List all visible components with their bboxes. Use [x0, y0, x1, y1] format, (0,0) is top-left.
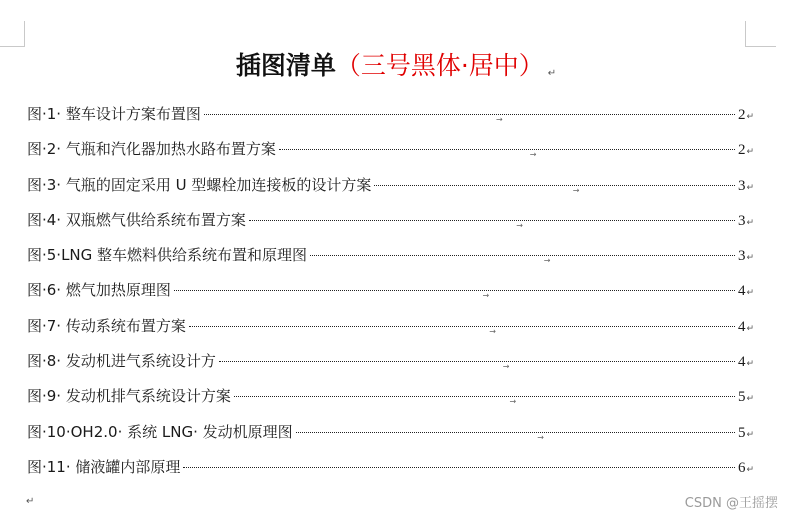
figure-caption: 图·2· 气瓶和汽化器加热水路布置方案 — [27, 140, 276, 159]
figure-caption: 图·9· 发动机排气系统设计方案 — [27, 387, 231, 406]
tab-arrow-icon: → — [572, 185, 580, 195]
page-number: 4 — [737, 283, 746, 300]
figure-list-item[interactable] — [27, 203, 754, 238]
tab-arrow-icon: → — [516, 220, 523, 230]
dot-leader — [310, 255, 735, 266]
paragraph-mark-icon: ↵ — [746, 464, 754, 475]
tab-arrow-icon: → — [495, 115, 503, 124]
paragraph-mark-icon: ↵ — [746, 253, 754, 264]
figure-caption: 图·10·OH2.0· 系统 LNG· 发动机原理图 — [27, 422, 293, 441]
page-number: 5 — [737, 424, 746, 441]
title-main-text: 插图清单 — [235, 51, 336, 80]
tab-arrow-icon: → — [537, 432, 544, 442]
paragraph-mark-icon: ↵ — [746, 359, 754, 370]
tab-arrow-icon: → — [529, 150, 537, 160]
figure-list-item[interactable] — [27, 415, 754, 450]
tab-arrow-icon: → — [509, 397, 517, 407]
figure-list — [27, 97, 754, 485]
figure-caption: 图·3· 气瓶的固定采用 U 型螺栓加连接板的设计方案 — [27, 175, 372, 194]
dot-leader — [249, 220, 735, 230]
page-number: 5 — [737, 389, 746, 406]
figure-list-item[interactable] — [27, 379, 754, 414]
paragraph-mark-icon: ↵ — [26, 496, 35, 507]
page-number: 3 — [737, 212, 746, 229]
paragraph-mark-icon: ↵ — [746, 394, 754, 405]
paragraph-mark-icon: ↵ — [746, 217, 754, 228]
figure-list-item[interactable] — [27, 132, 754, 167]
figure-list-item[interactable] — [27, 344, 754, 379]
paragraph-mark-icon: ↵ — [746, 429, 754, 440]
page-number: 4 — [737, 318, 746, 335]
figure-caption: 图·11· 储液罐内部原理 — [27, 457, 181, 476]
figure-caption: 图·7· 传动系统布置方案 — [27, 316, 186, 335]
figure-caption: 图·4· 双瓶燃气供给系统布置方案 — [27, 210, 246, 229]
paragraph-mark-icon: ↵ — [746, 182, 754, 193]
dot-leader — [189, 326, 735, 336]
paragraph-mark-icon: ↵ — [746, 288, 754, 299]
paragraph-mark-icon: ↵ — [746, 323, 754, 334]
tab-arrow-icon: → — [502, 362, 510, 372]
dot-leader — [234, 396, 735, 407]
page-number: 2 — [737, 142, 746, 159]
source-watermark: CSDN @王摇摆 — [684, 496, 778, 511]
tab-arrow-icon: → — [482, 291, 490, 301]
page-number: 2 — [737, 107, 746, 123]
paragraph-mark-icon: ↵ — [746, 112, 754, 122]
page-number: 3 — [737, 248, 746, 265]
dot-leader — [174, 290, 735, 301]
figure-list-item[interactable] — [27, 450, 754, 485]
tab-arrow-icon: → — [489, 326, 496, 336]
figure-list-item[interactable] — [27, 273, 754, 308]
page-number: 6 — [737, 459, 746, 476]
paragraph-mark-icon: ↵ — [746, 147, 754, 158]
figure-list-item[interactable] — [27, 168, 754, 203]
figure-caption: 图·5·LNG 整车燃料供给系统布置和原理图 — [27, 246, 308, 265]
dot-leader — [374, 185, 735, 195]
page-number: 4 — [737, 354, 746, 371]
figure-list-item[interactable] — [27, 238, 754, 273]
figure-list-item[interactable] — [27, 97, 754, 132]
page-number: 3 — [737, 177, 746, 194]
crop-mark-top-right — [745, 21, 776, 47]
figure-caption: 图·6· 燃气加热原理图 — [27, 281, 171, 300]
paragraph-mark-icon: ↵ — [547, 68, 557, 79]
dot-leader — [296, 432, 735, 442]
dot-leader — [183, 467, 735, 468]
figure-caption: 图·1· 整车设计方案布置图 — [27, 105, 201, 123]
dot-leader — [204, 114, 735, 124]
title-format-note: （三号黑体·居中） — [335, 51, 544, 80]
tab-arrow-icon: → — [543, 256, 551, 266]
crop-mark-top-left — [0, 21, 25, 47]
dot-leader — [219, 361, 735, 372]
figure-list-item[interactable] — [27, 309, 754, 344]
figure-caption: 图·8· 发动机进气系统设计方 — [27, 352, 216, 371]
page-title[interactable] — [0, 46, 792, 94]
dot-leader — [279, 149, 735, 160]
